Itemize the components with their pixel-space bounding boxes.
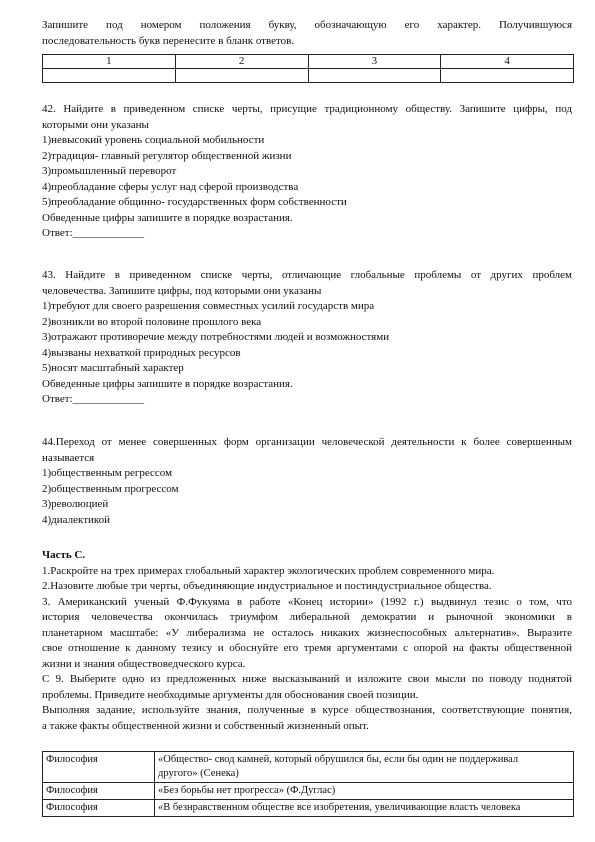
part-c-line: С 9. Выберите одно из предложенных ниже высказываний и изложите свои мысли по поводу поднятой [42, 673, 572, 685]
section-heading: Часть С. [42, 549, 86, 561]
part-c-line: свое отношение к данному тезису и обоснуйте его тремя аргументами с опорой на факты общественной [42, 642, 572, 654]
quote-line: «В безнравственном обществе все изобретения, увеличивающие власть человека [158, 802, 521, 813]
answer-cell[interactable] [175, 69, 308, 83]
quote-cell [155, 783, 574, 800]
question-42 [42, 102, 572, 242]
question-44 [42, 435, 572, 528]
table-row [43, 800, 574, 817]
intro-line: последовательность букв перенесите в бланк ответов. [42, 34, 295, 47]
quote-line: «Без борьбы нет прогресса» (Ф.Дуглас) [158, 785, 336, 796]
part-c-line: а также факты общественной жизни и собственный жизненный опыт. [42, 719, 369, 732]
option-item: 4)вызваны нехваткой природных ресурсов [42, 346, 241, 359]
answer-table [42, 54, 574, 83]
question-instruction: Обведенные цифры запишите в порядке возрастания. [42, 377, 293, 390]
intro-line: Запишите под номером положения букву, обозначающую его характер. Получившуюся [42, 19, 572, 31]
question-title: 44.Переход от менее совершенных форм организации человеческой деятельности к более совершенным [42, 436, 572, 448]
question-title: 43. Найдите в приведенном списке черты, отличающие глобальные проблемы от других проблем [42, 269, 572, 281]
part-c-line: Выполняя задание, используйте знания, полученные в курсе обществознания, соответствующие понятия, [42, 704, 572, 716]
option-item: 1)невысокий уровень социальной мобильности [42, 134, 265, 146]
part-c-line: проблемы. Приведите необходимые аргументы для обоснования своей позиции. [42, 688, 419, 701]
answer-table-header: 4 [441, 55, 574, 69]
quote-line: «Общество- свод камней, который обрушился бы, если бы один не поддерживал [158, 754, 519, 765]
answer-table-header: 2 [175, 55, 308, 69]
category-cell: Философия [43, 752, 155, 783]
question-instruction: Обведенные цифры запишите в порядке возрастания. [42, 211, 293, 224]
part-c [42, 548, 572, 734]
part-c-line: планетарном масштабе: «У либерализма не осталось никаких жизнеспособных альтернатив». Выразите [42, 626, 572, 639]
table-row [43, 783, 574, 800]
option-item: 3)отражают противоречие между потребностями людей и возможностями [42, 331, 390, 343]
option-item: 4)диалектикой [42, 513, 111, 526]
option-item: 3)революцией [42, 498, 109, 510]
category-cell: Философия [43, 800, 155, 817]
question-title: 42. Найдите в приведенном списке черты, присущие традиционному обществу. Запишите цифры, под [42, 103, 572, 115]
option-item: 2)общественным прогрессом [42, 482, 179, 495]
part-c-line: 3. Американский ученый Ф.Фукуяма в работе «Конец истории» (1992 г.) выдвинул тезис о том, что [42, 595, 572, 608]
option-item: 3)промышленный переворот [42, 165, 177, 177]
option-item: 5)преобладание общинно- государственных форм собственности [42, 196, 347, 208]
answer-table-input-row [43, 69, 574, 83]
option-item: 2)традиция- главный регулятор общественной жизни [42, 149, 292, 162]
quotes-table [42, 751, 574, 817]
answer-table-header: 3 [308, 55, 441, 69]
category-cell: Философия [43, 783, 155, 800]
option-item: 2)возникли во второй половине прошлого века [42, 315, 262, 328]
answer-cell[interactable] [441, 69, 574, 83]
part-c-line: история человечества окончилась триумфом либеральной демократии и рыночной экономики в [42, 611, 572, 623]
answer-table-header-row [43, 55, 574, 69]
question-title: называется [42, 451, 95, 464]
question-43 [42, 268, 572, 408]
option-item: 4)преобладание сферы услуг над сферой производства [42, 180, 299, 193]
question-title: человечества. Запишите цифры, под которыми они указаны [42, 284, 322, 297]
table-row [43, 752, 574, 783]
option-item: 5)носят масштабный характер [42, 362, 184, 374]
quote-line: другого» (Сенека) [158, 768, 239, 779]
part-c-line: жизни и знания обществоведческого курса. [42, 657, 246, 670]
answer-line[interactable]: Ответ:_____________ [42, 227, 145, 239]
answer-table-header: 1 [43, 55, 176, 69]
quote-cell [155, 800, 574, 817]
part-c-line: 1.Раскройте на трех примерах глобальный характер экологических проблем современного мира. [42, 564, 495, 577]
answer-line[interactable]: Ответ:_____________ [42, 393, 145, 405]
option-item: 1)требуют для своего разрешения совместных усилий государств мира [42, 300, 375, 312]
question-title: которыми они указаны [42, 118, 149, 131]
answer-cell[interactable] [308, 69, 441, 83]
part-c-line: 2.Назовите любые три черты, объединяющие индустриальное и постиндустриальное общества. [42, 580, 492, 592]
quote-cell [155, 752, 574, 783]
answer-cell[interactable] [43, 69, 176, 83]
intro-instruction [42, 18, 572, 49]
option-item: 1)общественным регрессом [42, 467, 173, 479]
